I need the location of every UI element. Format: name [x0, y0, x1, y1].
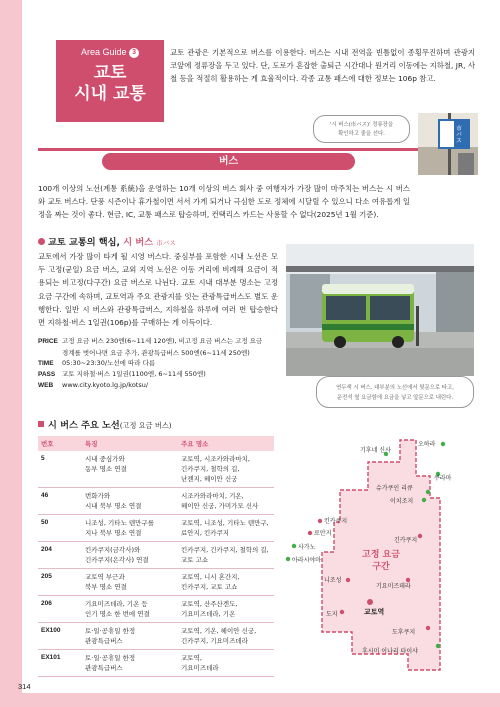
route-spots: [178, 596, 274, 623]
route-spots: [178, 488, 274, 515]
city-bus-heading-prefix: 교토 교통의 핵심,: [48, 237, 121, 248]
route-feature-line: 관광특급버스: [85, 664, 123, 672]
map-label-ohara: 오하라: [418, 441, 436, 448]
col-number: 번호: [38, 436, 82, 451]
area-guide-title-line2: 시내 교통: [74, 84, 146, 104]
map-label-tofukuji: 도후쿠지: [392, 629, 416, 636]
route-feature-line: 토·일·공휴일 한정: [85, 654, 136, 662]
route-number: EX101: [38, 650, 82, 677]
map-label-nijo: 니조성: [324, 577, 342, 584]
routes-header-row: [38, 436, 274, 451]
route-feature-line: 북부 명소 연결: [85, 583, 127, 591]
route-number: 5: [38, 451, 82, 488]
route-feature: [82, 542, 178, 569]
route-spot-line: 긴카쿠지, 기요미즈데라: [181, 637, 248, 645]
route-spots: [178, 515, 274, 542]
route-feature-line: 인기 명소 한 번에 연결: [85, 610, 150, 618]
map-label-shugakuin: 슈가쿠인 리큐: [376, 485, 413, 492]
route-spot-line: 교토역, 시조카와라마치,: [181, 455, 250, 463]
info-web-label: WEB: [38, 382, 54, 389]
route-feature-line: 관광특급버스: [85, 637, 123, 645]
area-guide-kicker: [56, 47, 164, 58]
info-price-line1: 고정 요금 버스 230엔(6~11세 120엔), 비고정 요금 버스는 고정 요금: [62, 337, 263, 345]
area-guide-title-line1: 교토: [93, 63, 127, 83]
map-label-saga: 사가노: [298, 544, 316, 551]
route-feature-line: 지나 북부 명소 연결: [85, 529, 142, 537]
map-label-ryoanji: 료안지: [314, 530, 332, 537]
bus-stop-sign-photo: [418, 113, 478, 175]
route-spot-line: 교토역, 니조성, 기타노 텐만구,: [181, 519, 269, 527]
map-label-fushimi: 후시미 이나리 타이샤: [362, 648, 418, 655]
map-label-ginkakuji: 긴카쿠지: [394, 537, 418, 544]
route-spot-line: 교토역, 산주산겐도,: [181, 600, 238, 608]
route-feature-line: 긴카쿠지(은각사) 연결: [85, 556, 149, 564]
route-row: [38, 542, 274, 569]
route-row: [38, 650, 274, 677]
info-price-label: PRICE: [38, 338, 58, 345]
route-spot-line: 교토역, 기온, 헤이안 신궁,: [181, 627, 257, 635]
route-spot-line: 교토역,: [181, 654, 202, 662]
map-label-kiyomizu: 기요미즈데라: [376, 583, 411, 590]
area-guide-number: 3: [129, 48, 139, 58]
bus-stop-callout-line1: '시 버스(市バス)' 정류장을: [329, 122, 394, 128]
map-label-kinkakuji: 킨카쿠지: [324, 518, 348, 525]
route-spot-line: 기요미즈데라, 기온: [181, 610, 236, 618]
route-row: [38, 515, 274, 542]
route-spot-line: 헤이안 신궁, 가미가모 신사: [181, 502, 259, 510]
bus-stop-sign-text: 市バス: [454, 125, 462, 143]
zone-label-line1: 고정 요금: [362, 550, 400, 560]
route-feature: [82, 451, 178, 488]
route-spot-line: 긴카쿠지, 철학의 길,: [181, 465, 240, 473]
route-number: 46: [38, 488, 82, 515]
route-number: 206: [38, 596, 82, 623]
route-spot-line: 교토역, 니시 혼간지,: [181, 573, 240, 581]
route-spot-line: 난젠지, 헤이안 신궁: [181, 475, 238, 483]
area-guide-box: [56, 40, 164, 122]
info-pass-label: PASS: [38, 371, 56, 378]
route-number: 204: [38, 542, 82, 569]
bullet-dot-icon: [38, 238, 45, 245]
route-feature-line: 시내 중심가와: [85, 455, 125, 463]
map-label-toji: 도지: [326, 611, 338, 618]
route-spot-line: 기요미즈데라: [181, 664, 219, 672]
route-feature-line: 토·일·공휴일 한정: [85, 627, 136, 635]
route-feature: [82, 488, 178, 515]
area-guide-title: [56, 63, 164, 105]
city-bus-callout: [316, 376, 474, 408]
section-title-bus: 버스: [102, 153, 355, 170]
bus-stop-callout: [313, 115, 410, 143]
info-pass-value: 교토 지하철·버스 1일권(1100엔, 6~11세 550엔): [62, 370, 206, 378]
route-feature: [82, 515, 178, 542]
info-time: [38, 358, 288, 370]
city-bus-heading-accent: 시 버스: [123, 237, 154, 248]
info-price: [38, 336, 288, 358]
info-web: [38, 380, 288, 392]
info-price-line2: 경계를 벗어나면 요금 추가, 관광특급버스 500엔(6~11세 250엔): [62, 348, 250, 357]
route-row: [38, 488, 274, 515]
route-feature-line: 기요미즈데라, 기온 등: [85, 600, 148, 608]
route-spots: [178, 569, 274, 596]
route-feature: [82, 596, 178, 623]
info-time-label: TIME: [38, 360, 54, 367]
bullet-square-icon: [38, 421, 44, 427]
route-feature-line: 니조성, 기타노 텐만구를: [85, 519, 154, 527]
bus-stop-callout-line2: 확인하고 줄을 선다.: [338, 131, 385, 137]
city-bus-callout-line2: 운전석 옆 요금함에 요금을 넣고 앞문으로 내린다.: [336, 395, 454, 401]
route-feature: [82, 650, 178, 677]
route-spots: [178, 451, 274, 488]
intro-paragraph: 교토 관광은 기본적으로 버스를 이용한다. 버스는 시내 전역을 빈틈없이 종횡무진하며 관광지 코앞에 정류장을 두고 있다. 단, 도로가 혼잡한 출퇴근 시간대나 원거리 이동에는 지하철, JR, 사철 등을 적절히 활용하는 게 효율적이다. 각종 교통 패스에 대한 정보는 106p 참고.: [170, 48, 475, 83]
route-row: [38, 623, 274, 650]
map-label-kifune: 기후네 신사: [360, 447, 391, 454]
route-number: 50: [38, 515, 82, 542]
info-web-link[interactable]: www.city.kyoto.lg.jp/kotsu/: [62, 381, 149, 389]
routes-title: 시 버스 주요 노선: [48, 420, 120, 431]
col-spots: 주요 명소: [178, 436, 274, 451]
route-spot-line: 킨카쿠지, 긴카쿠지, 철학의 길,: [181, 546, 269, 554]
routes-table: [38, 436, 274, 677]
route-spots: [178, 542, 274, 569]
routes-subtitle: (고정 요금 버스): [119, 421, 172, 430]
route-number: 205: [38, 569, 82, 596]
city-bus-callout-line1: 연두색 시 버스. 대부분의 노선에서 뒷문으로 타고,: [336, 385, 454, 391]
route-row: [38, 569, 274, 596]
page-number: 314: [18, 682, 31, 691]
info-time-value: 05:30~23:30/노선에 따라 다름: [62, 359, 156, 367]
route-row: [38, 596, 274, 623]
route-feature-line: 번화가와: [85, 492, 111, 500]
route-spot-line: 교토 고쇼: [181, 556, 209, 564]
route-feature-line: 시내 북부 명소 연결: [85, 502, 142, 510]
route-spots: [178, 623, 274, 650]
city-bus-heading: [38, 234, 176, 248]
route-row: [38, 451, 274, 488]
city-bus-heading-tag: 市バス: [156, 239, 176, 247]
route-spot-line: 시조카와라마치, 기온,: [181, 492, 244, 500]
route-spot-line: 료안지, 킨카쿠지: [181, 529, 230, 537]
city-bus-photo: [286, 244, 474, 376]
col-feature: 특징: [82, 436, 178, 451]
page-edge-stripe: [0, 0, 22, 707]
map-label-kyoto-station: 교토역: [364, 608, 385, 616]
map-label-kurama: 쿠라마: [434, 475, 452, 482]
route-feature: [82, 569, 178, 596]
route-feature-line: 킨카쿠지(금각사)와: [85, 546, 141, 554]
routes-heading: [38, 417, 172, 431]
route-feature-line: 교토역 부근과: [85, 573, 125, 581]
page-bottom-stripe: [0, 693, 500, 707]
zone-label-line2: 구간: [372, 562, 390, 572]
map-label-arashiyama: 아라시야마: [292, 557, 321, 564]
bus-intro-paragraph: 100개 이상의 노선(계통 系統)을 운영하는 10개 이상의 버스 회사 중 여행자가 가장 많이 마주치는 버스는 시 버스와 교토 버스다. 단풍 시즌이나 휴가철이면 서서 가게 되거나 극심한 도로 정체에 시달릴 수 있으니 다소 여유롭게 일정을 짜는 것이 좋다. 현금, IC, 교통 패스로 탑승하며, 컨택리스 카드는 사용할 수 없다(2025년 1월 기준).: [38, 184, 410, 220]
info-pass: [38, 369, 288, 381]
city-bus-paragraph: 교토에서 가장 많이 타게 될 시영 버스다. 중심부를 포함한 시내 노선은 모두 고정(균일) 요금 버스, 교외 지역 노선은 이동 거리에 비례해 요금이 적용되는 비고정(다구간) 요금 버스로 나뉜다. 교토 시내 대부분 명소는 고정 요금 구간에 속하며, 교토역과 주요 관광지를 잇는 관광특급버스도 별도 운행한다. 일반 시 버스와 관광특급버스, 지하철을 하루에 여러 번 탑승한다면 지하철·버스 1일권(106p)를 구매하는 게 이득이다.: [38, 252, 278, 328]
map-label-ichijoji: 이치조지: [390, 498, 414, 505]
route-number: EX100: [38, 623, 82, 650]
area-guide-label: Area Guide: [80, 47, 127, 57]
route-feature-line: 동부 명소 연결: [85, 465, 127, 473]
route-spot-line: 킨카쿠지, 교토 고쇼: [181, 583, 238, 591]
route-spots: [178, 650, 274, 677]
route-feature: [82, 623, 178, 650]
fixed-fare-zone-map: [280, 432, 478, 682]
